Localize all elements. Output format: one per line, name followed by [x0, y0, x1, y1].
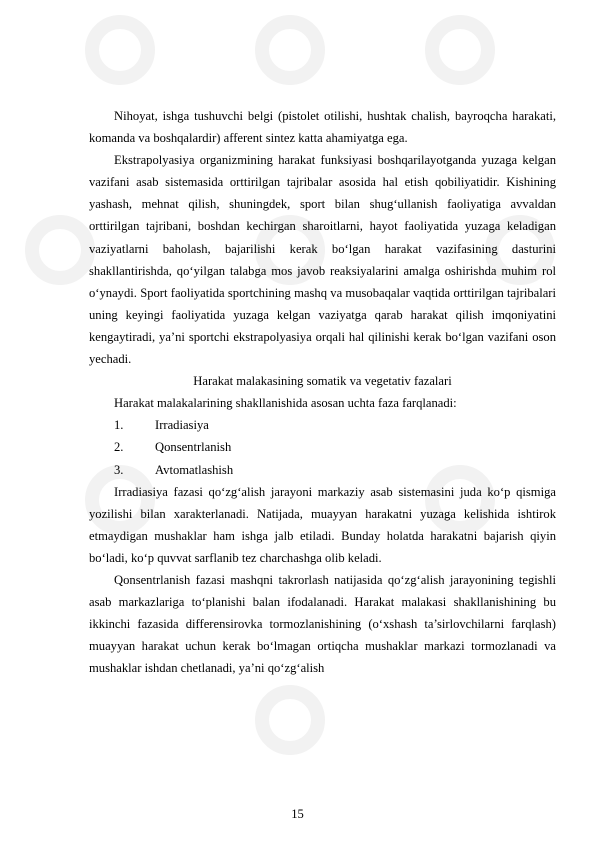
list-text: Avtomatlashish	[155, 462, 234, 477]
list-number: 2.	[114, 440, 124, 455]
list-item	[89, 459, 556, 481]
paragraph-concentration: Qonsentrlanish fazasi mashqni takrorlash natijasida qo‘zg‘alish jarayonining tegishli asab markazlariga to‘planishi balan ifodalanadi. Harakat malakasi shakllanishining bu ikkinchi fazasida differensirovka tormozlanishining (o‘xshash ta’sirlovchilarni farqlash) muayyan harakat uchun kerak bo‘lmagan ortiqcha mushaklar markazi tormozlanadi va mushaklar ishdan chetlanadi, ya’ni qo‘zg‘alish	[89, 572, 556, 676]
paragraph-afferent-synthesis: Nihoyat, ishga tushuvchi belgi (pistolet otilishi, hushtak chalish, bayroqcha harakati, komanda va boshqalardir) afferent sintez katta ahamiyatga ega.	[89, 109, 556, 146]
list-text: Irradiasiya	[155, 418, 209, 433]
document-body	[89, 105, 556, 679]
list-number: 3.	[114, 462, 124, 477]
list-item	[89, 414, 556, 436]
section-heading: Harakat malakasining somatik va vegetativ fazalari	[193, 374, 452, 389]
paragraph-irradiation: Irradiasiya fazasi qo‘zg‘alish jarayoni markaziy asab sistemasini juda ko‘p qismiga yozilishi bilan xarakterlanadi. Natijada, muayyan harakatni yuzaga kelishida ishtirok etmaydigan mushaklar ham ishga jalb etiladi. Bunday holatda harakatni bajarish qiyin bo‘ladi, ko‘p quvvat sarflanib tez charchashga olib keladi.	[89, 484, 556, 565]
phases-intro: Harakat malakalarining shakllanishida asosan uchta faza farqlanadi:	[114, 396, 457, 411]
list-item	[89, 436, 556, 458]
list-number: 1.	[114, 418, 124, 433]
page-number: 15	[291, 807, 304, 821]
list-text: Qonsentrlanish	[155, 440, 232, 455]
paragraph-extrapolation: Ekstrapolyasiya organizmining harakat funksiyasi boshqarilayotganda yuzaga kelgan vazifani asab sistemasida orttirilgan tajribalar asosida hal etish qobiliyatidir. Kishining yashash, mehnat qilish, shuningdek, sport bilan shug‘ullanish faoliyatiga avvaldan orttirilgan tajribani, boshdan kechirgan sharoitlarni, hayot faoliyatida yuzaga keladigan vaziyatlarni baholash, bajarilishi kerak bo‘lgan harakat vazifasining dasturini shakllantirishda, qo‘yilgan talabga mos javob reaksiyalarini amalga oshirishda muhim rol o‘ynaydi. Sport faoliyatida sportchining mashq va musobaqalar vaqtida orttirilgan tajribalari uning keyingi faoliyatida yuzaga kelgan vaziyatga qarab harakat qilish imqoniyatini kengaytiradi, ya’ni sportchi ekstrapolyasiya orqali hal qilinishi kerak bo‘lgan vazifani oson yechadi.	[89, 153, 556, 367]
phases-list	[89, 414, 556, 480]
